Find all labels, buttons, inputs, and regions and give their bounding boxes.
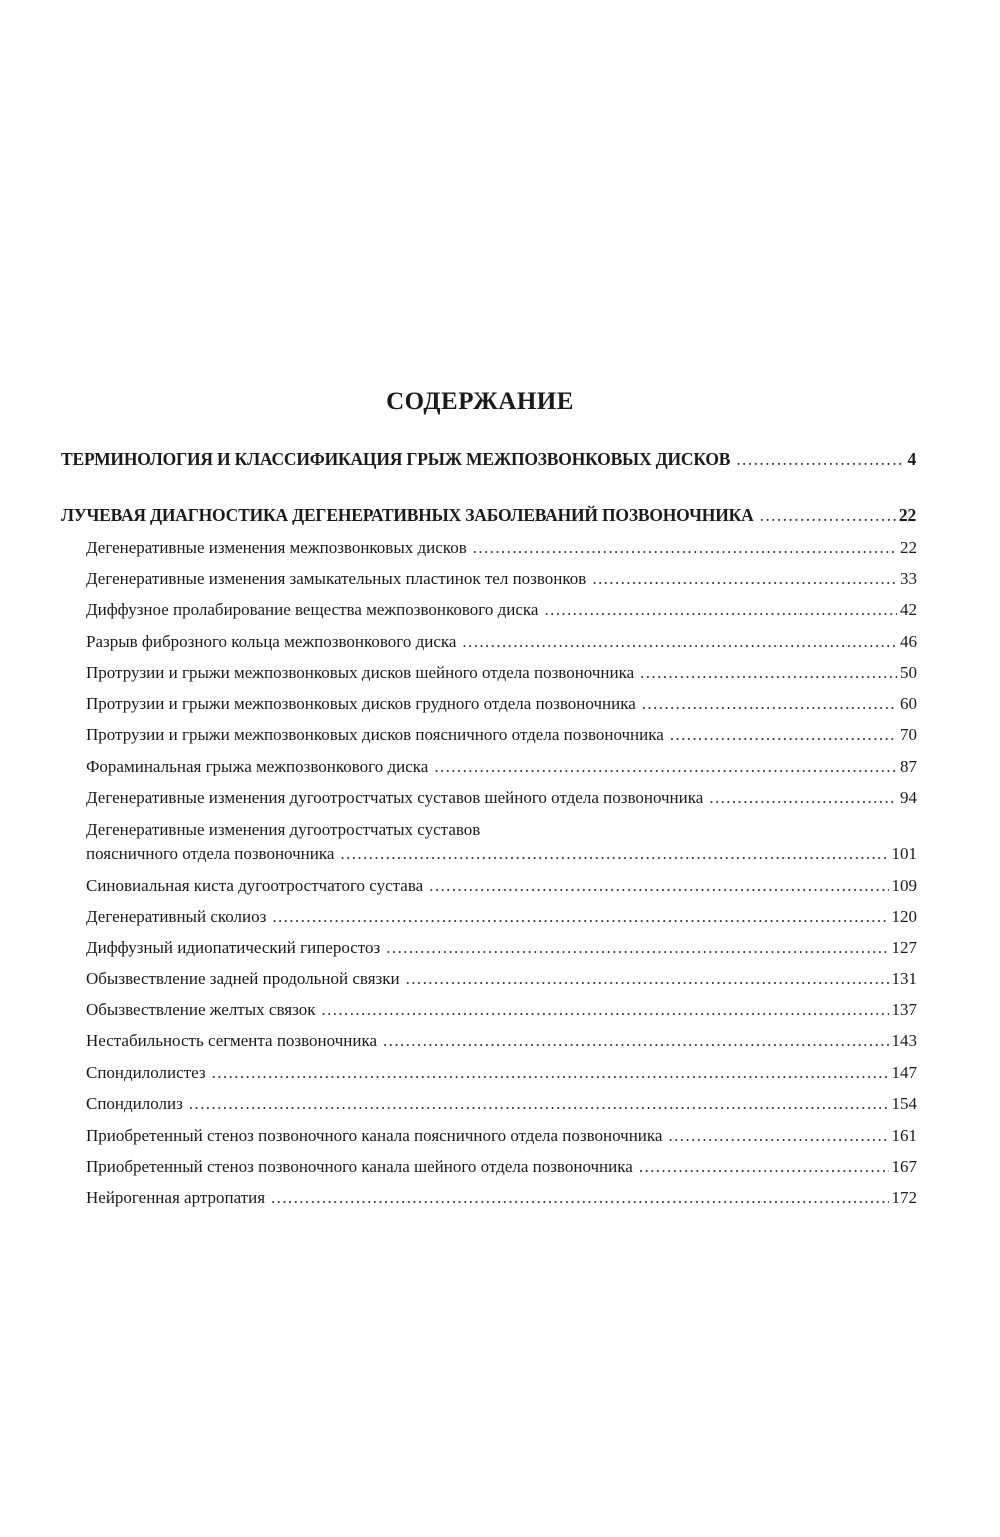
entry-title: Дегенеративные изменения межпозвонковых дисков [86,538,467,557]
leader-dots [592,569,897,589]
entry-page: 137 [891,1000,917,1019]
toc-entry[interactable] [86,538,917,558]
leader-dots [668,1126,888,1146]
entry-page: 60 [900,694,917,713]
leader-dots [434,757,897,777]
toc-entry[interactable] [86,938,917,958]
toc-entry-title-line1[interactable]: Дегенеративные изменения дугоотростчатых суставов [86,820,481,839]
entry-title: Нестабильность сегмента позвоночника [86,1031,378,1050]
toc-entry[interactable] [86,569,917,589]
leader-dots [429,876,888,896]
toc-entry[interactable] [86,1188,917,1208]
toc-entry[interactable] [86,1126,917,1146]
leader-dots [473,538,897,558]
entry-page: 120 [891,907,917,926]
leader-dots [670,725,897,745]
entry-title: поясничного отдела позвоночника [86,844,335,863]
entry-title: Разрыв фиброзного кольца межпозвонкового диска [86,632,457,651]
entry-page: 127 [891,938,917,957]
entry-title: ЛУЧЕВАЯ ДИАГНОСТИКА ДЕГЕНЕРАТИВНЫХ ЗАБОЛЕВАНИЙ ПОЗВОНОЧНИКА [61,505,754,525]
toc-entry[interactable] [86,1094,917,1114]
page-title: СОДЕРЖАНИЕ [386,388,574,415]
leader-dots [544,600,897,620]
leader-dots [640,663,897,683]
toc-entry[interactable] [86,1031,917,1051]
toc-entry[interactable] [86,600,917,620]
entry-page: 101 [891,844,917,863]
toc-entry[interactable] [86,725,917,745]
toc-entry[interactable] [86,694,917,714]
entry-page: 161 [891,1126,917,1145]
entry-page: 42 [900,600,917,619]
entry-page: 4 [907,449,916,469]
leader-dots [272,907,888,927]
toc-entry[interactable] [86,757,917,777]
leader-dots [212,1063,889,1083]
entry-page: 22 [900,538,917,557]
toc-entry[interactable] [86,1000,917,1020]
entry-page: 46 [900,632,917,651]
entry-title: Синовиальная киста дугоотростчатого сустава [86,876,424,895]
entry-title: ТЕРМИНОЛОГИЯ И КЛАССИФИКАЦИЯ ГРЫЖ МЕЖПОЗВОНКОВЫХ ДИСКОВ [61,449,731,469]
entry-page: 143 [891,1031,917,1050]
leader-dots [386,938,888,958]
entry-title: Диффузное пролабирование вещества межпозвонкового диска [86,600,539,619]
entry-page: 33 [900,569,917,588]
entry-page: 131 [891,969,917,988]
leader-dots [406,969,889,989]
entry-page: 172 [891,1188,917,1207]
entry-title: Дегенеративные изменения замыкательных пластинок тел позвонков [86,569,587,588]
leader-dots [642,694,897,714]
entry-title: Обызвествление желтых связок [86,1000,316,1019]
leader-dots [639,1157,889,1177]
toc-entry[interactable] [86,907,917,927]
entry-title: Протрузии и грыжи межпозвонковых дисков шейного отдела позвоночника [86,663,635,682]
toc-entry[interactable] [86,1063,917,1083]
toc-entry[interactable] [86,969,917,989]
entry-page: 70 [900,725,917,744]
toc-entry[interactable] [86,876,917,896]
entry-page: 167 [891,1157,917,1176]
leader-dots [189,1094,889,1114]
entry-title: Протрузии и грыжи межпозвонковых дисков поясничного отдела позвоночника [86,725,664,744]
entry-title: Протрузии и грыжи межпозвонковых дисков грудного отдела позвоночника [86,694,636,713]
leader-dots [271,1188,888,1208]
entry-title: Обызвествление задней продольной связки [86,969,400,988]
toc-entry[interactable] [86,632,917,652]
toc-entry[interactable] [86,844,917,864]
entry-page: 154 [891,1094,917,1113]
entry-page: 87 [900,757,917,776]
entry-title: Дегенеративный сколиоз [86,907,267,926]
leader-dots [462,632,897,652]
entry-title: Диффузный идиопатический гиперостоз [86,938,381,957]
entry-page: 147 [891,1063,917,1082]
leader-dots [383,1031,888,1051]
leader-dots [321,1000,888,1020]
leader-dots [340,844,888,864]
entry-page: 109 [891,876,917,895]
leader-dots [760,505,896,526]
entry-page: 94 [900,788,917,807]
entry-title: Дегенеративные изменения дугоотростчатых суставов шейного отдела позвоночника [86,788,704,807]
toc-entry[interactable] [86,663,917,683]
entry-page: 50 [900,663,917,682]
entry-title: Нейрогенная артропатия [86,1188,266,1207]
leader-dots [736,449,904,470]
entry-title: Приобретенный стеноз позвоночного канала поясничного отдела позвоночника [86,1126,663,1145]
entry-page: 22 [898,505,916,525]
leader-dots [709,788,897,808]
toc-entry[interactable] [86,1157,917,1177]
toc-entry-chapter[interactable] [61,505,916,526]
entry-title: Спондилолиз [86,1094,183,1113]
entry-title: Фораминальная грыжа межпозвонкового диска [86,757,429,776]
entry-title: Приобретенный стеноз позвоночного канала шейного отдела позвоночника [86,1157,633,1176]
toc-entry[interactable] [86,788,917,808]
entry-title: Спондилолистез [86,1063,206,1082]
toc-entry-chapter[interactable] [61,449,916,470]
